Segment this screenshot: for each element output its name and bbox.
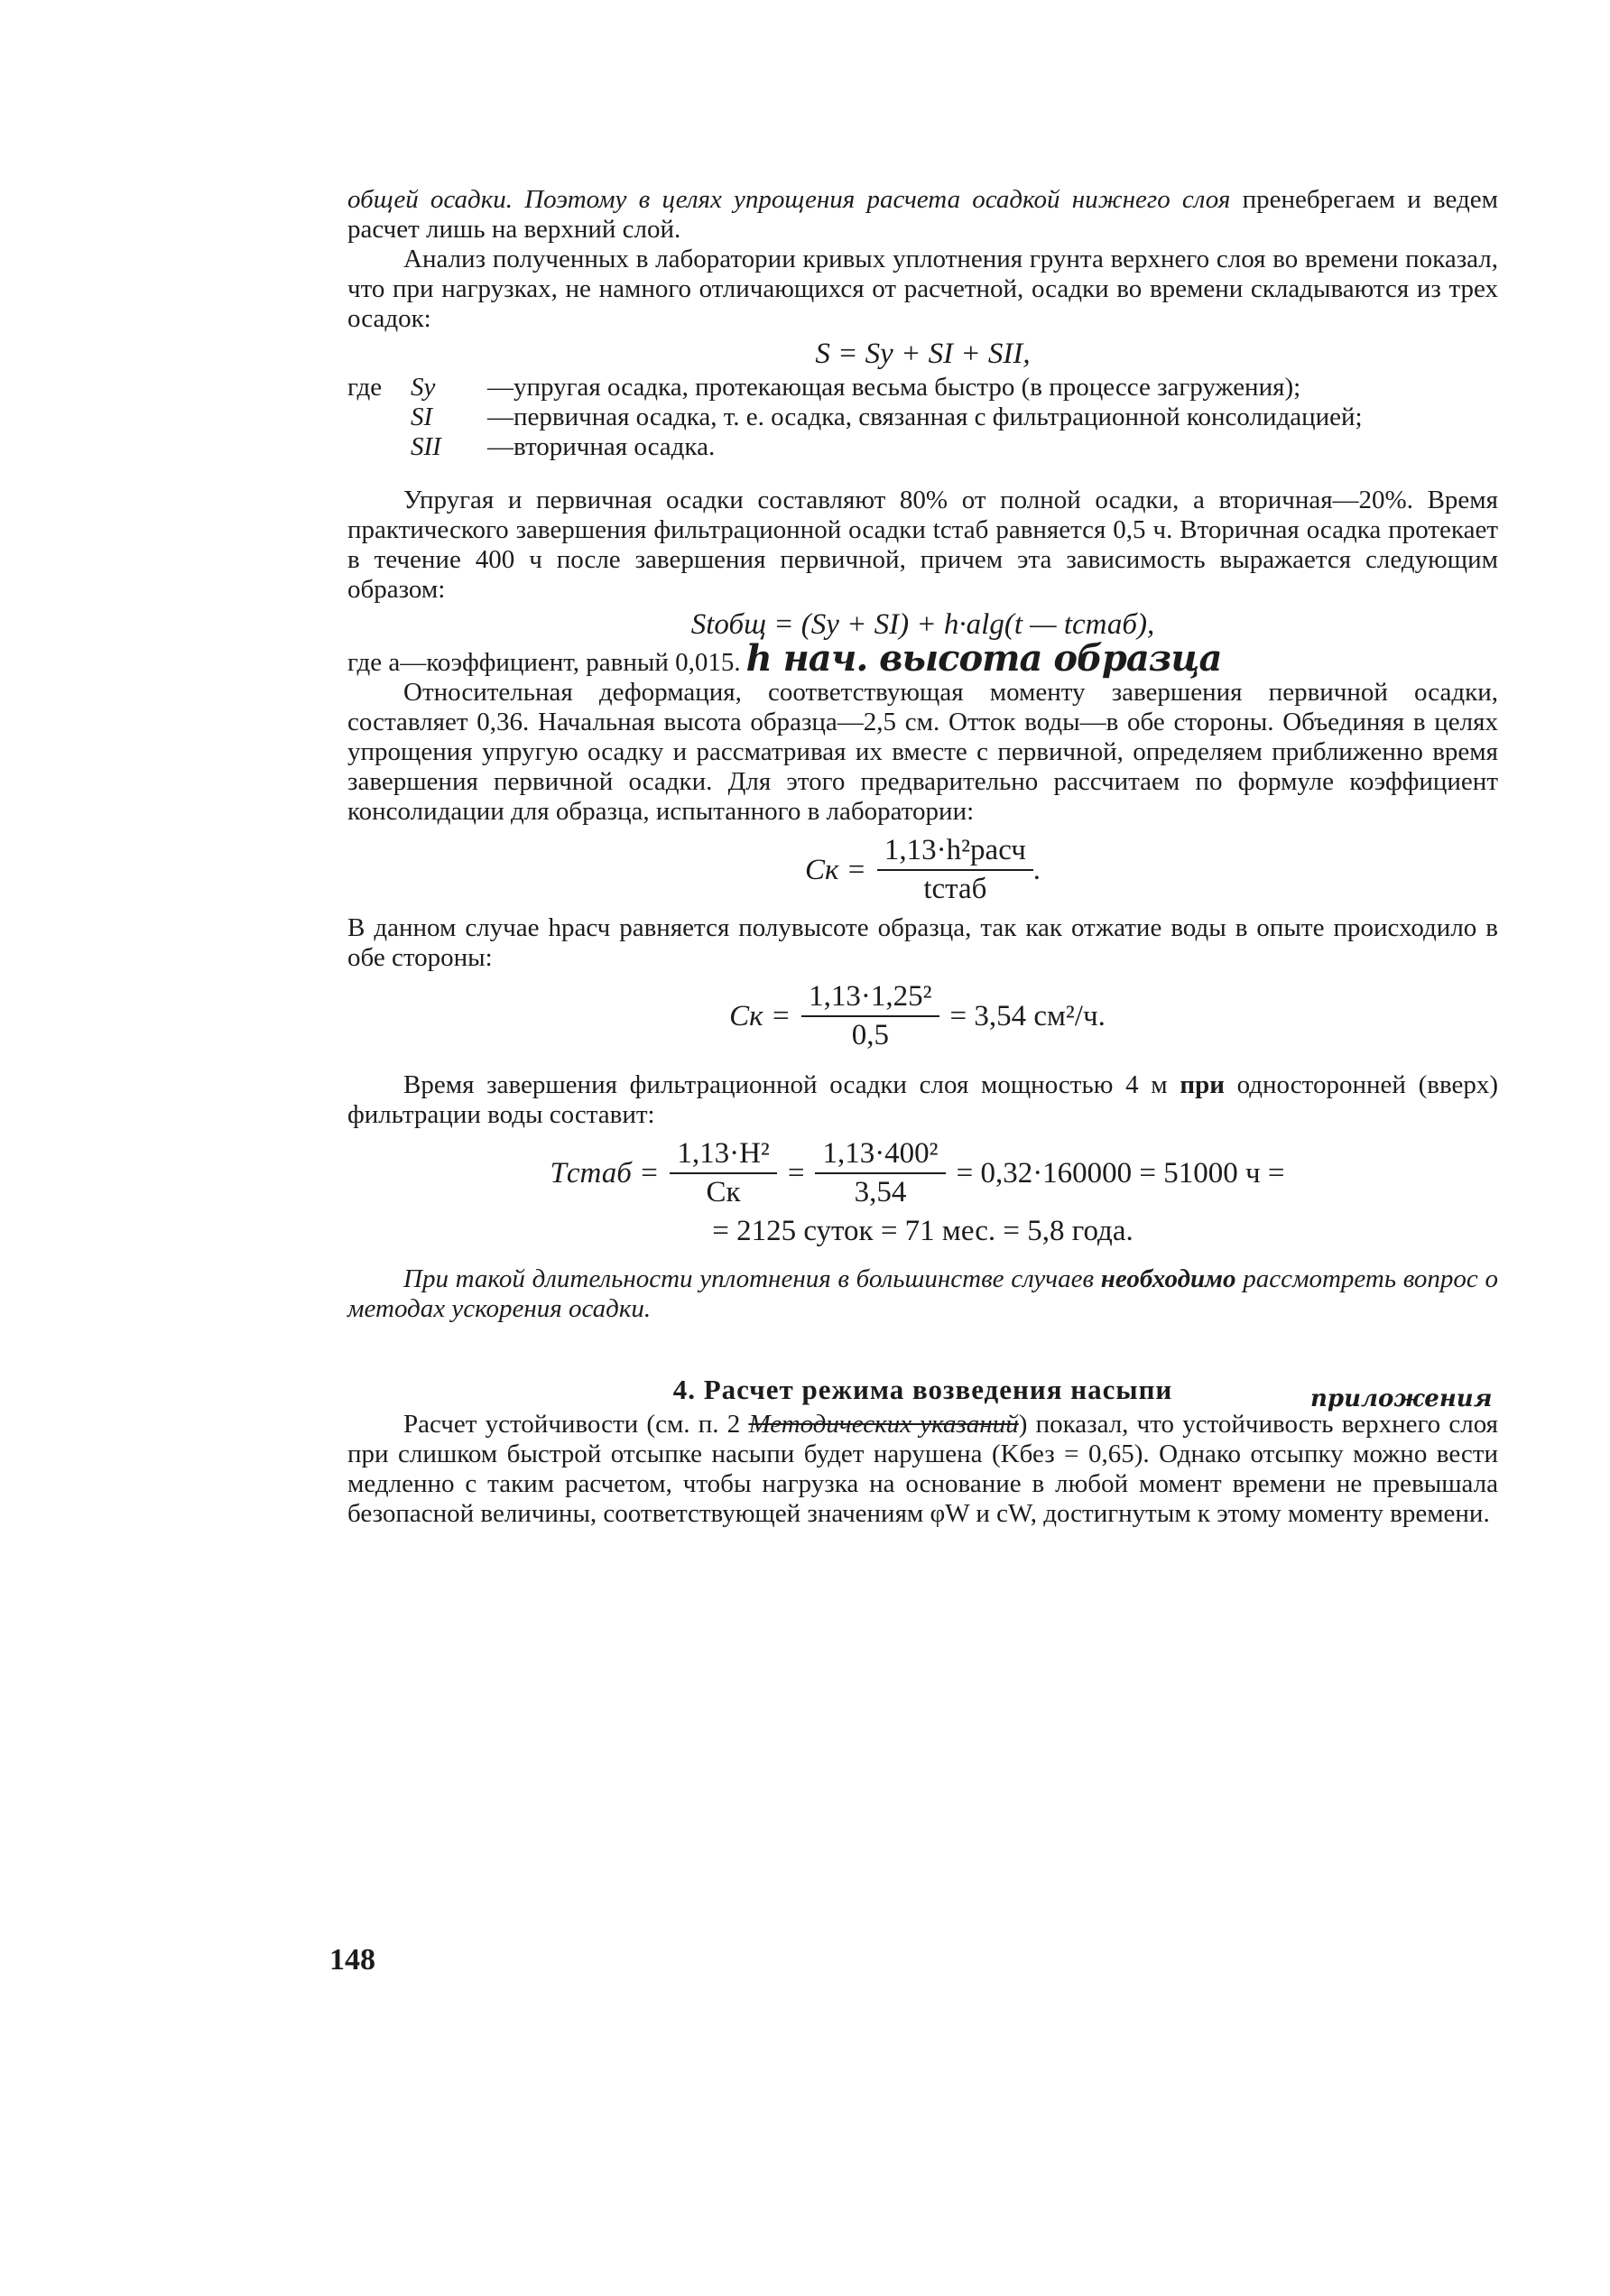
fraction-1 xyxy=(670,1139,776,1208)
paragraph-1-rest: пренебрегаем и ведем расчет лишь на верхний слой. xyxy=(347,185,1498,244)
definition-elastic xyxy=(347,373,1498,403)
handwritten-note: h нач. высота образца xyxy=(745,637,1222,680)
page-number: 148 xyxy=(329,1943,375,1977)
paragraph-7-a: Время завершения фильтрационной осадки слоя мощностью 4 м xyxy=(403,1070,1180,1099)
paragraph-7-bold: при xyxy=(1180,1070,1225,1099)
paragraph-8-a: При такой длительности уплотнения в большинстве случаев xyxy=(403,1264,1101,1293)
definition-secondary xyxy=(347,432,1498,462)
paragraph-1 xyxy=(347,185,1498,245)
equals-sign: = xyxy=(787,1156,805,1190)
paragraph-6: В данном случае hрасч равняется полувысоте образца, так как отжатие воды в опыте происходило в обе стороны: xyxy=(347,913,1498,972)
formula-total-settlement: S = Sу + SI + SII, xyxy=(815,338,1031,370)
definition-symbol: Sу xyxy=(411,373,436,402)
formula-rhs: = 0,32·160000 = 51000 ч = xyxy=(956,1156,1285,1190)
fraction xyxy=(877,836,1033,904)
paragraph-8-bold: необходимо xyxy=(1100,1264,1236,1293)
definition-symbol: SII xyxy=(411,432,441,461)
fraction-numerator: 1,13·400² xyxy=(815,1139,945,1174)
paragraph-4-text: где a—коэффициент, равный 0,015. xyxy=(347,648,741,677)
formula-time-settlement: Stобщ = (Sу + SI) + h·alg(t — tстаб), xyxy=(690,608,1155,641)
definition-text: —вторичная осадка. xyxy=(487,432,716,461)
definition-text: —первичная осадка, т. е. осадка, связанная с фильтрационной консолидацией; xyxy=(487,403,1363,431)
fraction-denominator: 0,5 xyxy=(851,1019,889,1051)
definition-symbol: SI xyxy=(411,403,433,431)
paragraph-9-a: Расчет устойчивости (см. п. 2 xyxy=(403,1410,749,1439)
paragraph-1-italic: общей осадки. Поэтому в целях упрощения расчета осадкой нижнего слоя xyxy=(347,185,1231,214)
definitions-list xyxy=(347,373,1498,462)
where-label: где xyxy=(347,373,383,402)
definition-text: —упругая осадка, протекающая весьма быстро (в процессе загружения); xyxy=(487,373,1301,402)
paragraph-9-b: ) показал, что устойчивость верхнего слоя при слишком быстрой отсыпке насыпи будет нарушена (Kбез = 0,65). Однако отсыпку можно вести медленно с таким расчетом, чтобы нагрузка на основание в любой момент времени не превышала безопасной величины, соответствующей значениям φW и cW, достигнутым к этому моменту времени. xyxy=(347,1410,1499,1528)
paragraph-2: Анализ полученных в лаборатории кривых уплотнения грунта верхнего слоя во времени показал, что при нагрузках, не намного отличающихся от расчетной, осадки во времени складываются из трех осадок: xyxy=(347,245,1498,333)
formula-stabilization-result: = 2125 суток = 71 мес. = 5,8 года. xyxy=(712,1215,1133,1247)
formula-lhs: Cк = xyxy=(804,853,866,886)
paragraph-8 xyxy=(347,1264,1498,1324)
formula-lhs: Cк = xyxy=(729,999,791,1032)
definition-primary xyxy=(347,403,1498,432)
paragraph-3: Упругая и первичная осадки составляют 80% от полной осадки, а вторичная—20%. Время практического завершения фильтрационной осадки tстаб равняется 0,5 ч. Вторичная осадка протекает в течение 400 ч после завершения первичной, причем эта зависимость выражается следующим образом: xyxy=(347,486,1498,604)
fraction-denominator: tстаб xyxy=(923,873,987,905)
page-content xyxy=(347,185,1498,1529)
handwritten-correction: приложения xyxy=(1310,1385,1493,1412)
fraction xyxy=(801,982,939,1051)
fraction-denominator: Cк xyxy=(706,1176,741,1208)
paragraph-7-c: односторонней (вверх) фильтрации воды составит: xyxy=(347,1070,1498,1129)
fraction-numerator: 1,13·h²расч xyxy=(877,836,1033,871)
formula-consolidation-value xyxy=(347,982,1498,1051)
formula-consolidation-coefficient xyxy=(347,836,1498,904)
fraction-denominator: 3,54 xyxy=(854,1176,907,1208)
struck-text: Методических указаний xyxy=(748,1410,1019,1439)
formula-tail: . xyxy=(1032,853,1041,886)
paragraph-8-c: рассмотреть вопрос о методах ускорения осадки. xyxy=(347,1264,1498,1323)
fraction-numerator: 1,13·1,25² xyxy=(801,982,939,1017)
section-heading: 4. Расчет режима возведения насыпи xyxy=(672,1374,1173,1405)
fraction-2 xyxy=(815,1139,945,1208)
formula-stabilization-time xyxy=(347,1139,1498,1208)
paragraph-7 xyxy=(347,1070,1498,1130)
paragraph-5: Относительная деформация, соответствующая моменту завершения первичной осадки, составляет 0,36. Начальная высота образца—2,5 см. Отток воды—в обе стороны. Объединяя в целях упрощения упругую осадку и рассматривая их вместе с первичной, определяем приближенно время завершения первичной осадки. Для этого предварительно рассчитаем по формуле коэффициент консолидации для образца, испытанного в лаборатории: xyxy=(347,678,1498,826)
fraction-numerator: 1,13·H² xyxy=(670,1139,776,1174)
formula-lhs: Tстаб = xyxy=(550,1156,660,1190)
paragraph-4 xyxy=(347,637,1498,680)
formula-rhs: = 3,54 см²/ч. xyxy=(949,999,1106,1032)
